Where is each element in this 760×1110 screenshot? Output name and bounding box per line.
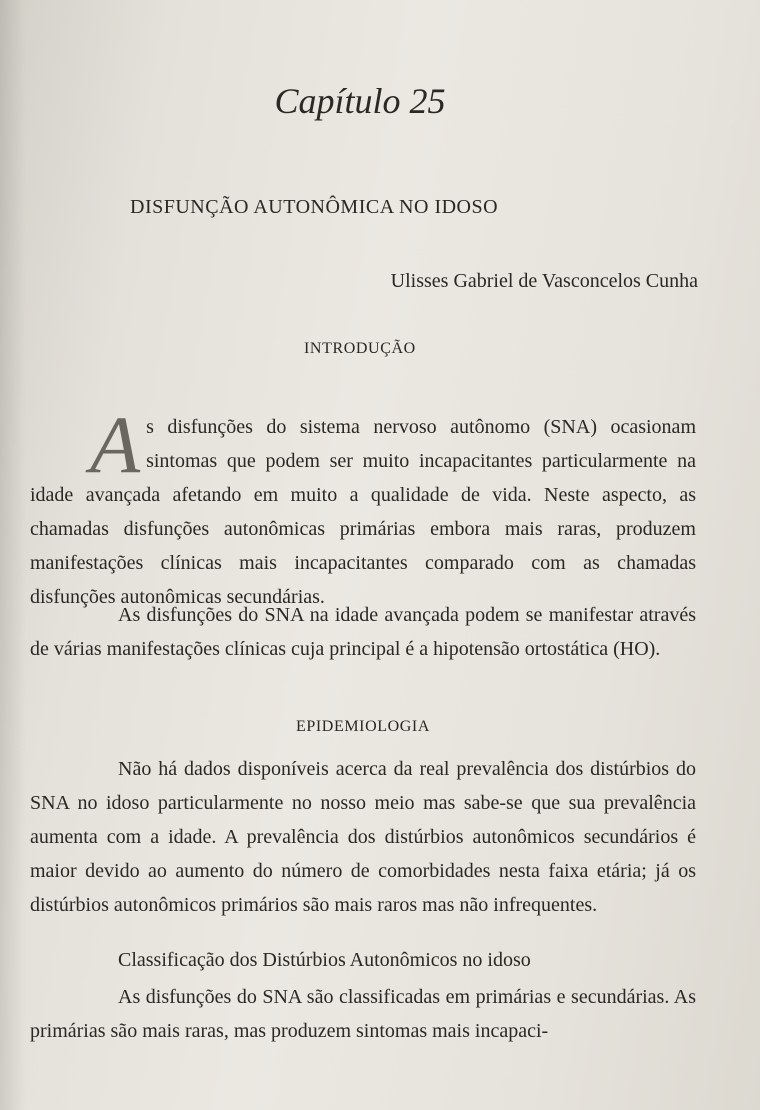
paragraph-intro-1-text: s disfunções do sistema nervoso autônomo (SNA) ocasionam sintomas que podem ser muito incapacitantes particularmente na idade avançada afetando em muito a qualidade de vida. Neste aspecto, as chamadas disfunções autonômicas primárias embora mais raras, produzem manifestações clínicas mais incapacitantes comparado com as chamadas disfunções autonômicas secundárias.: [30, 416, 696, 608]
paragraph-intro-2: As disfunções do SNA na idade avançada podem se manifestar através de várias manifestações clínicas cuja principal é a hipotensão ortostática (HO).: [30, 604, 696, 660]
section-heading-introducao: INTRODUÇÃO: [304, 340, 416, 357]
chapter-title: DISFUNÇÃO AUTONÔMICA NO IDOSO: [130, 196, 499, 218]
author-name: Ulisses Gabriel de Vasconcelos Cunha: [390, 270, 698, 292]
chapter-number: Capítulo 25: [274, 81, 446, 121]
section-heading-epidemiologia: EPIDEMIOLOGIA: [296, 718, 431, 735]
paragraph-epi-2: As disfunções do SNA são classificadas em primárias e secundárias. As primárias são mais raras, mas produzem sintomas mais incapaci-: [30, 986, 696, 1042]
paragraph-epi-1: Não há dados disponíveis acerca da real prevalência dos distúrbios do SNA no idoso particularmente no nosso meio mas sabe-se que sua prevalência aumenta com a idade. A prevalência dos distúrbios autonômicos secundários é maior devido ao aumento do número de comorbidades nesta faixa etária; já os distúrbios autonômicos primários são mais raros mas não infrequentes.: [30, 758, 696, 916]
paragraph-intro-1: [30, 399, 696, 614]
subheading-classificacao: Classificação dos Distúrbios Autonômicos no idoso: [118, 949, 531, 971]
drop-cap: A: [90, 399, 141, 490]
page-gutter-shadow: [0, 0, 26, 1110]
